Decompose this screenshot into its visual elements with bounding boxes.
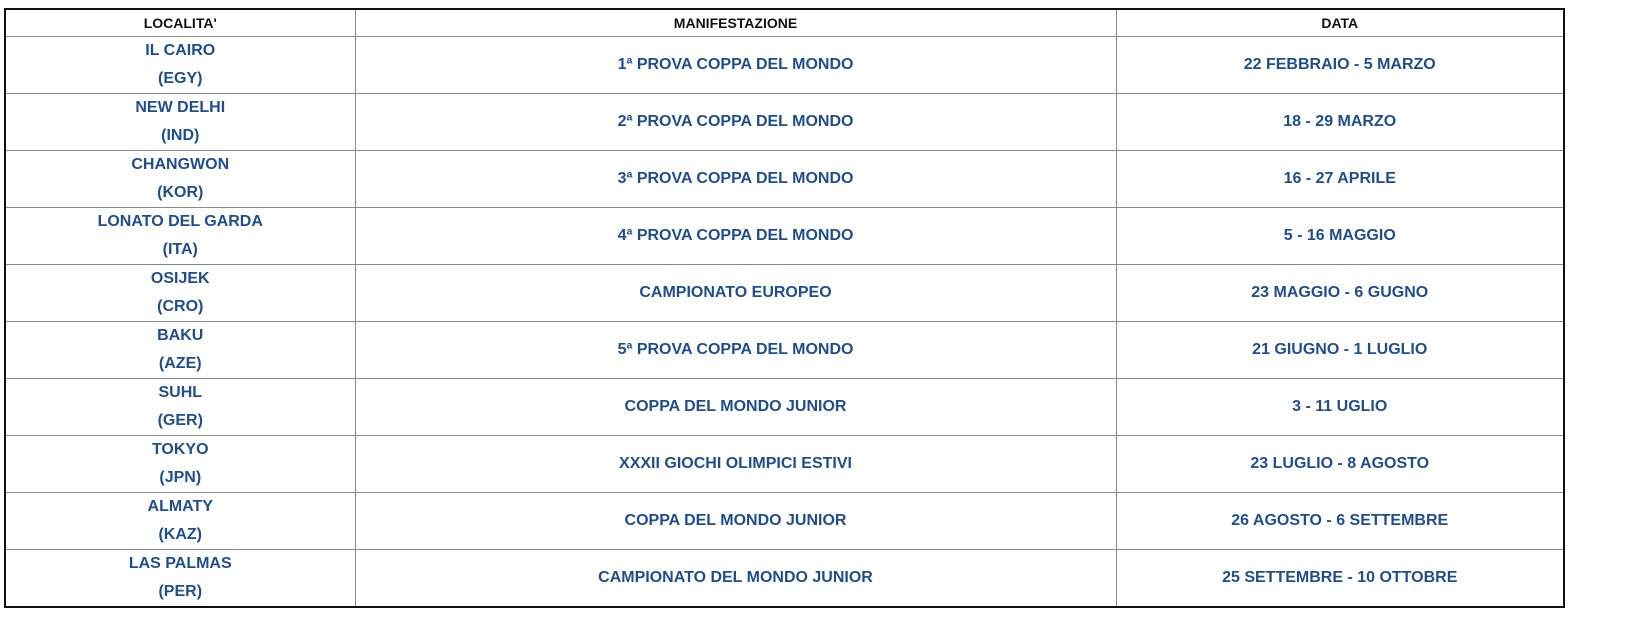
event-cell: COPPA DEL MONDO JUNIOR <box>355 379 1116 436</box>
date-cell: 21 GIUGNO - 1 LUGLIO <box>1116 322 1564 379</box>
table-row <box>5 493 1564 550</box>
city-name: SUHL <box>158 384 203 401</box>
location-cell <box>5 37 355 94</box>
city-name: BAKU <box>157 327 204 344</box>
city-name: CHANGWON <box>131 156 230 173</box>
table-row <box>5 37 1564 94</box>
country-code: (GER) <box>157 412 203 429</box>
date-cell: 26 AGOSTO - 6 SETTEMBRE <box>1116 493 1564 550</box>
location-cell <box>5 550 355 608</box>
event-cell: CAMPIONATO EUROPEO <box>355 265 1116 322</box>
location-cell <box>5 208 355 265</box>
date-cell: 22 FEBBRAIO - 5 MARZO <box>1116 37 1564 94</box>
table-row <box>5 322 1564 379</box>
event-cell: CAMPIONATO DEL MONDO JUNIOR <box>355 550 1116 608</box>
location-cell <box>5 151 355 208</box>
event-cell: 4ª PROVA COPPA DEL MONDO <box>355 208 1116 265</box>
date-cell: 25 SETTEMBRE - 10 OTTOBRE <box>1116 550 1564 608</box>
country-code: (IND) <box>161 127 200 144</box>
event-cell: 3ª PROVA COPPA DEL MONDO <box>355 151 1116 208</box>
country-code: (ITA) <box>162 241 198 258</box>
location-cell <box>5 322 355 379</box>
date-cell: 18 - 29 MARZO <box>1116 94 1564 151</box>
country-code: (KOR) <box>157 184 204 201</box>
city-name: ALMATY <box>147 498 213 515</box>
column-header-data: DATA <box>1116 9 1564 37</box>
table-row <box>5 208 1564 265</box>
city-name: TOKYO <box>151 441 209 458</box>
location-cell <box>5 493 355 550</box>
table-row <box>5 265 1564 322</box>
table-row <box>5 379 1564 436</box>
city-name: IL CAIRO <box>145 42 216 59</box>
event-cell: 5ª PROVA COPPA DEL MONDO <box>355 322 1116 379</box>
column-header-manifestazione: MANIFESTAZIONE <box>355 9 1116 37</box>
header-row <box>5 9 1564 37</box>
city-name: NEW DELHI <box>135 99 226 116</box>
country-code: (AZE) <box>158 355 202 372</box>
date-cell: 23 MAGGIO - 6 GUGNO <box>1116 265 1564 322</box>
date-cell: 23 LUGLIO - 8 AGOSTO <box>1116 436 1564 493</box>
location-cell <box>5 436 355 493</box>
city-name: LAS PALMAS <box>128 555 232 572</box>
table-row <box>5 151 1564 208</box>
location-cell <box>5 265 355 322</box>
table-row <box>5 436 1564 493</box>
event-cell: 1ª PROVA COPPA DEL MONDO <box>355 37 1116 94</box>
events-table <box>4 8 1565 608</box>
date-cell: 16 - 27 APRILE <box>1116 151 1564 208</box>
city-name: LONATO DEL GARDA <box>97 213 263 230</box>
date-cell: 5 - 16 MAGGIO <box>1116 208 1564 265</box>
date-cell: 3 - 11 UGLIO <box>1116 379 1564 436</box>
event-cell: 2ª PROVA COPPA DEL MONDO <box>355 94 1116 151</box>
column-header-localita: LOCALITA' <box>5 9 355 37</box>
table-row <box>5 94 1564 151</box>
country-code: (EGY) <box>158 70 203 87</box>
country-code: (CRO) <box>157 298 204 315</box>
event-cell: XXXII GIOCHI OLIMPICI ESTIVI <box>355 436 1116 493</box>
country-code: (JPN) <box>159 469 202 486</box>
event-cell: COPPA DEL MONDO JUNIOR <box>355 493 1116 550</box>
country-code: (KAZ) <box>158 526 203 543</box>
country-code: (PER) <box>158 583 203 600</box>
location-cell <box>5 94 355 151</box>
table-row <box>5 550 1564 608</box>
location-cell <box>5 379 355 436</box>
city-name: OSIJEK <box>150 270 210 287</box>
